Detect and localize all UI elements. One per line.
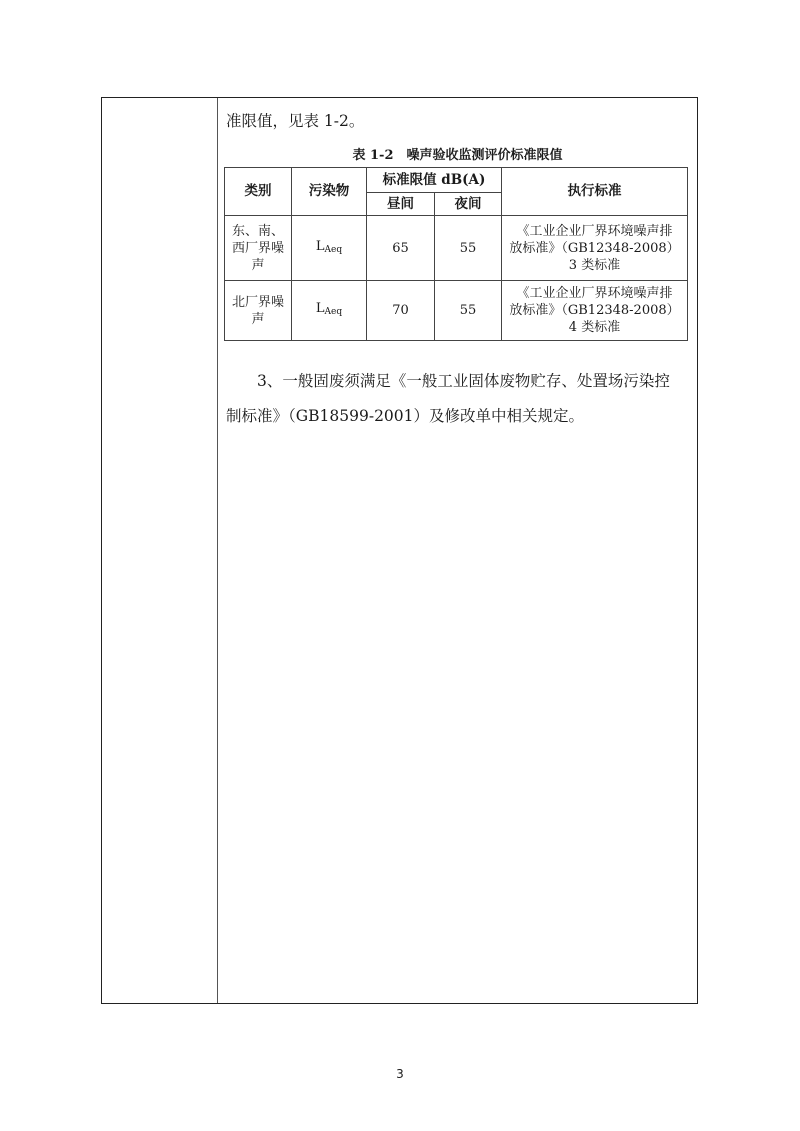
content-cell [218,98,697,1003]
left-label-column [102,98,218,1003]
row2-category: 北厂界噪 声 [225,281,292,341]
row2-standard: 《工业企业厂界环境噪声排 放标准》（GB12348-2008） 4 类标准 [502,281,688,341]
header-category: 类别 [225,168,292,216]
header-limit: 标准限值 dB(A) [367,168,502,193]
item3-paragraph: 3、一般固废须满足《一般工业固体废物贮存、处置场污染控 制标准》（GB18599-2001）及修改单中相关规定。 [226,372,670,425]
row1-pollutant: $L_{Aeq}$ [292,216,367,281]
noise-standard-table [224,167,688,341]
table-row [225,281,688,341]
row2-night-limit: 55 [435,281,502,341]
row1-category: 东、南、 西厂界噪 声 [225,216,292,281]
row1-day-limit: 65 [367,216,435,281]
header-day: 昼间 [367,193,435,216]
page-number: 3 [396,1067,404,1081]
intro-paragraph: 准限值，见表 1-2。 [226,112,365,130]
table-caption: 表 1-2 噪声验收监测评价标准限值 [352,148,563,163]
table-row [225,216,688,281]
row1-night-limit: 55 [435,216,502,281]
form-frame [101,97,698,1004]
row2-day-limit: 70 [367,281,435,341]
header-pollutant: 污染物 [292,168,367,216]
row2-pollutant: $L_{Aeq}$ [292,281,367,341]
header-night: 夜间 [435,193,502,216]
row1-standard: 《工业企业厂界环境噪声排 放标准》（GB12348-2008） 3 类标准 [502,216,688,281]
header-standard: 执行标准 [502,168,688,216]
